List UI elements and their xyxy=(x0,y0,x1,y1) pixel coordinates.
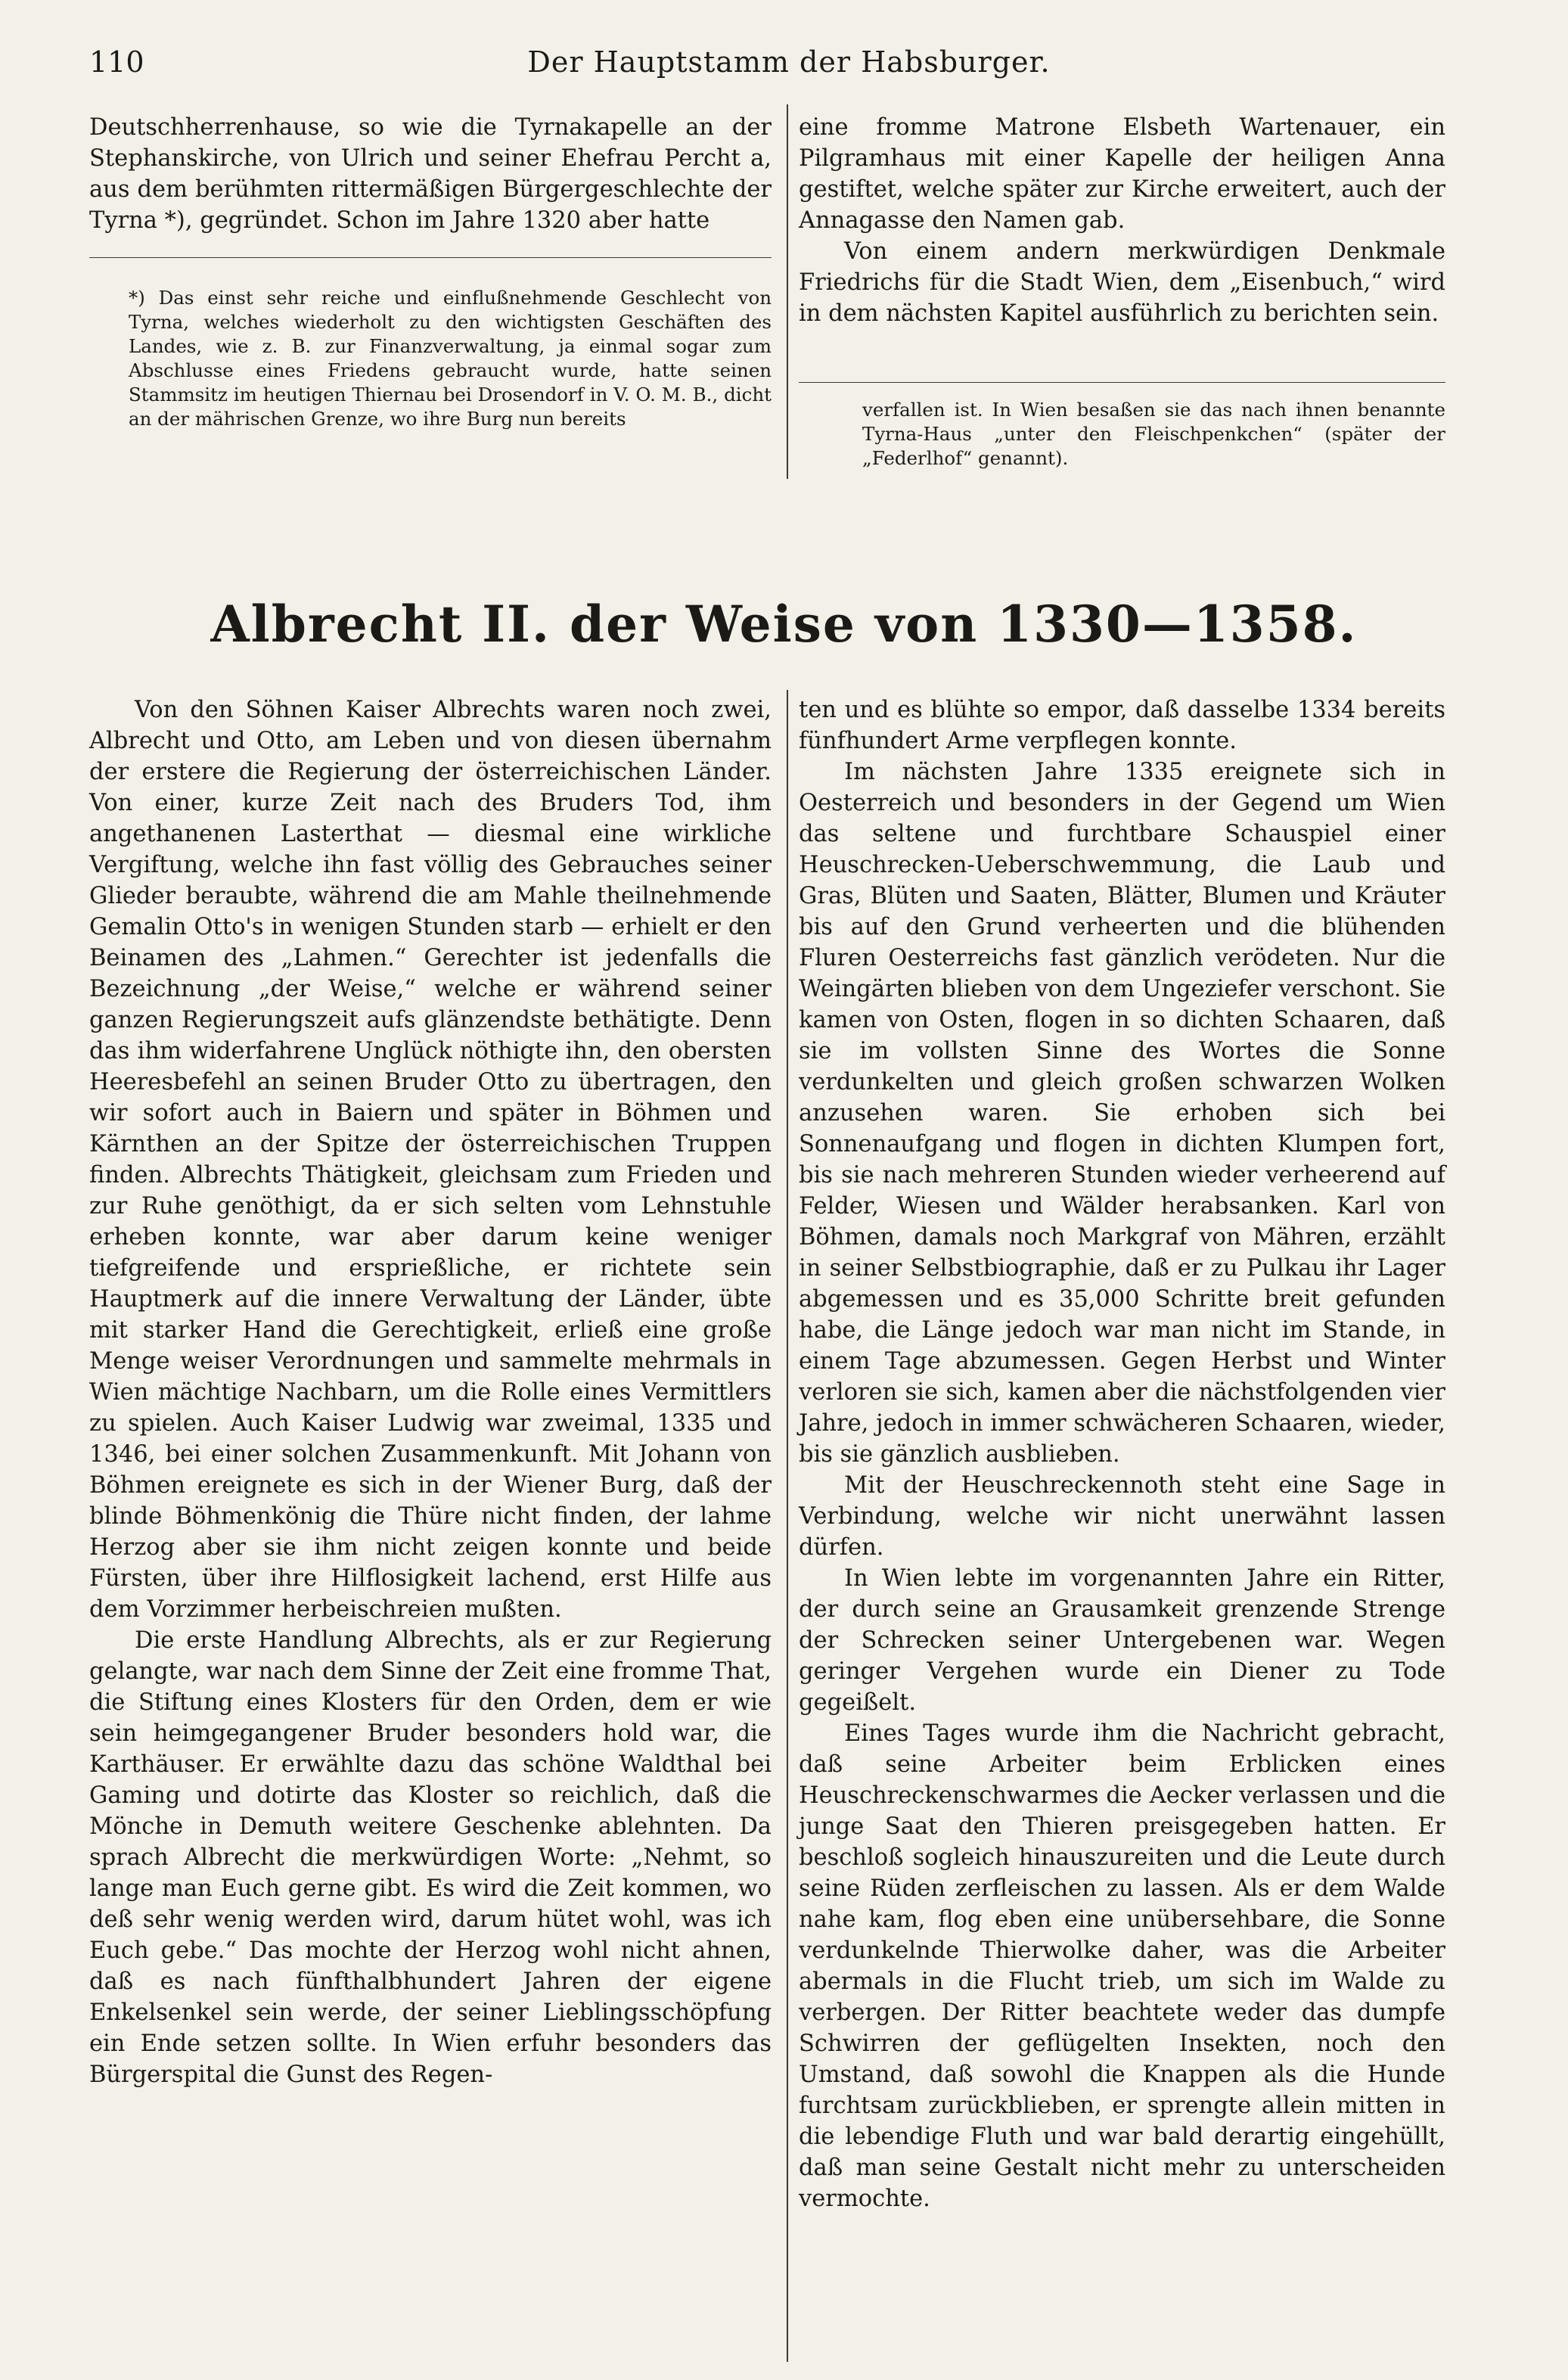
footnote-right xyxy=(862,398,1445,471)
top-right-text xyxy=(799,112,1445,329)
left-paragraph-1: Von den Söhnen Kaiser Albrechts waren noch zwei, Albrecht und Otto, am Leben und von diesen übernahm der erstere die Regierung der österreichischen Länder. Von einer, kurze Zeit nach des Bruders Tod, ihm angethanenen Lasterthat — diesmal eine wirkliche Vergiftung, welche ihn fast völlig des Gebrauches seiner Glieder beraubte, während die am Mahle theilnehmende Gemalin Otto's in wenigen Stunden starb — erhielt er den Beinamen des „Lahmen.“ Gerechter ist jedenfalls die Bezeichnung „der Weise,“ welche er während seiner ganzen Regierungszeit aufs glänzendste bethätigte. Denn das ihm widerfahrene Unglück nöthigte ihn, den obersten Heeresbefehl an seinen Bruder Otto zu übertragen, den wir sofort auch in Baiern und später in Böhmen und Kärnthen an der Spitze der österreichischen Truppen finden. Albrechts Thätigkeit, gleichsam zum Frieden und zur Ruhe genöthigt, da er sich selten vom Lehnstuhle erheben konnte, war aber darum keine weniger tiefgreifende und ersprießliche, er richtete sein Hauptmerk auf die innere Verwaltung der Länder, übte mit starker Hand die Gerechtigkeit, erließ eine große Menge weiser Verordnungen und sammelte mehrmals in Wien mächtige Nachbarn, um die Rolle eines Vermittlers zu spielen. Auch Kaiser Ludwig war zweimal, 1335 und 1346, bei einer solchen Zusammenkunft. Mit Johann von Böhmen ereignete es sich in der Wiener Burg, daß der blinde Böhmenkönig die Thüre nicht finden, der lahme Herzog aber sie ihm nicht zeigen konnte und beide Fürsten, über ihre Hilflosigkeit lachend, erst Hilfe aus dem Vorzimmer herbeischreien mußten. xyxy=(89,697,772,1623)
footnote-left-text: *) Das einst sehr reiche und einflußnehmende Geschlecht von Tyrna, welches wiederholt zu den wichtigsten Geschäften des Landes, wie z. B. zur Finanzverwaltung, ja einmal sogar zum Abschlusse eines Friedens gebraucht wurde, hatte seinen Stammsitz im heutigen Thiernau bei Drosendorf in V. O. M. B., dicht an der mährischen Grenze, wo ihre Burg nun bereits xyxy=(129,287,772,430)
page-number: 110 xyxy=(89,45,144,79)
left-paragraph-2: Die erste Handlung Albrechts, als er zur Regierung gelangte, war nach dem Sinne der Zeit eine fromme That, die Stiftung eines Klosters für den Orden, dem er wie sein heimgegangener Bruder besonders hold war, die Karthäuser. Er erwählte dazu das schöne Waldthal bei Gaming und dotirte das Kloster so reichlich, daß die Mönche in Demuth weitere Geschenke ablehnten. Da sprach Albrecht die merkwürdigen Worte: „Nehmt, so lange man Euch gerne gibt. Es wird die Zeit kommen, wo deß sehr wenig werden wird, darum hütet wohl, was ich Euch gebe.“ Das mochte der Herzog wohl nicht ahnen, daß es nach fünfthalbhundert Jahren der eigene Enkelsenkel sein werde, der seiner Lieblingsschöpfung ein Ende setzen sollte. In Wien erfuhr besonders das Bürgerspital die Gunst des Regen- xyxy=(89,1627,772,2088)
top-right-paragraph-1: eine fromme Matrone Elsbeth Wartenauer, ein Pilgramhaus mit einer Kapelle der heiligen Anna gestiftet, welche später zur Kirche erweitert, auch der Annagasse den Namen gab. xyxy=(799,114,1445,234)
body-column-divider xyxy=(787,690,788,2362)
section-title: Albrecht II. der Weise von 1330—1358. xyxy=(210,595,1358,654)
right-column xyxy=(799,694,1445,2214)
top-left-paragraph: Deutschherrenhause, so wie die Tyrnakapelle an der Stephanskirche, von Ulrich und seiner Ehefrau Percht a, aus dem berühmten rittermäßigen Bürgergeschlechte der Tyrna *), gegründet. Schon im Jahre 1320 aber hatte xyxy=(89,114,772,234)
footnote-separator-right xyxy=(799,382,1445,383)
right-paragraph-1: ten und es blühte so empor, daß dasselbe 1334 bereits fünfhundert Arme verpflegen konnte. xyxy=(799,697,1445,754)
right-paragraph-2: Im nächsten Jahre 1335 ereignete sich in Oesterreich und besonders in der Gegend um Wien das seltene und furchtbare Schauspiel einer Heuschrecken-Ueberschwemmung, die Laub und Gras, Blüten und Saaten, Blätter, Blumen und Kräuter bis auf den Grund verheerten und die blühenden Fluren Oesterreichs fast gänzlich verödeten. Nur die Weingärten blieben von dem Ungeziefer verschont. Sie kamen von Osten, flogen in so dichten Schaaren, daß sie im vollsten Sinne des Wortes die Sonne verdunkelten und gleich großen schwarzen Wolken anzusehen waren. Sie erhoben sich bei Sonnenaufgang und flogen in dichten Klumpen fort, bis sie nach mehreren Stunden wieder verheerend auf Felder, Wiesen und Wälder herabsanken. Karl von Böhmen, damals noch Markgraf von Mähren, erzählt in seiner Selbstbiographie, daß er zu Pulkau ihr Lager abgemessen und es 35,000 Schritte breit gefunden habe, die Länge jedoch war man nicht im Stande, in einem Tage abzumessen. Gegen Herbst und Winter verloren sie sich, kamen aber die nächstfolgenden vier Jahre, jedoch in immer schwächeren Schaaren, wieder, bis sie gänzlich ausblieben. xyxy=(799,759,1445,1468)
footnote-left xyxy=(129,286,772,431)
top-left-text xyxy=(89,112,772,236)
right-paragraph-5: Eines Tages wurde ihm die Nachricht gebracht, daß seine Arbeiter beim Erblicken eines Heuschreckenschwarmes die Aecker verlassen und die junge Saat den Thieren preisgegeben hatten. Er beschloß sogleich hinauszureiten und die Leute durch seine Rüden zerfleischen zu lassen. Als er dem Walde nahe kam, flog eben eine unübersehbare, die Sonne verdunkelnde Thierwolke daher, was die Arbeiter abermals in die Flucht trieb, um sich im Walde zu verbergen. Der Ritter beachtete weder das dumpfe Schwirren der geflügelten Insekten, noch den Umstand, daß sowohl die Knappen als die Hunde furchtsam zurückblieben, er sprengte allein mitten in die lebendige Fluth und war bald derartig eingehüllt, daß man seine Gestalt nicht mehr zu unterscheiden vermochte. xyxy=(799,1720,1445,2212)
footnote-separator-left xyxy=(89,257,772,258)
top-right-paragraph-2: Von einem andern merkwürdigen Denkmale Friedrichs für die Stadt Wien, dem „Eisenbuch,“ wird in dem nächsten Kapitel ausführlich zu berichten sein. xyxy=(799,238,1445,327)
right-paragraph-3: Mit der Heuschreckennoth steht eine Sage in Verbindung, welche wir nicht unerwähnt lassen dürfen. xyxy=(799,1472,1445,1561)
right-paragraph-4: In Wien lebte im vorgenannten Jahre ein Ritter, der durch seine an Grausamkeit grenzende Strenge der Schrecken seiner Untergebenen war. Wegen geringer Vergehen wurde ein Diener zu Tode gegeißelt. xyxy=(799,1565,1445,1716)
top-column-divider xyxy=(787,104,788,479)
running-title: Der Hauptstamm der Habsburger. xyxy=(527,45,1051,79)
footnote-right-text: verfallen ist. In Wien besaßen sie das nach ihnen benannte Tyrna-Haus „unter den Fleischpenkchen“ (später der „Federlhof“ genannt). xyxy=(862,399,1445,469)
page-header xyxy=(89,39,1489,85)
left-column xyxy=(89,694,772,2090)
